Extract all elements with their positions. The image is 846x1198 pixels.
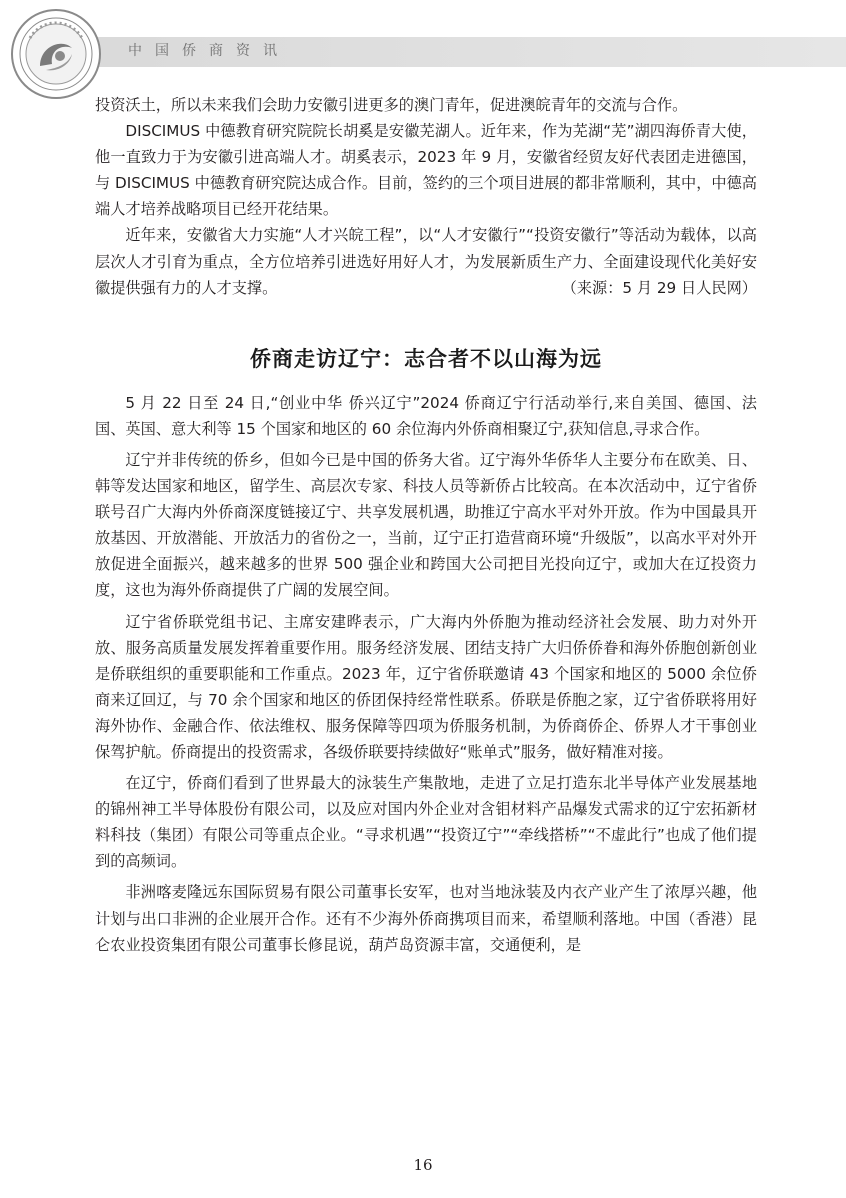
paragraph xyxy=(95,222,757,300)
source-citation: （来源：5 月 29 日人民网） xyxy=(561,278,757,297)
page-number: 16 xyxy=(413,1156,433,1174)
paragraph: 投资沃土，所以未来我们会助力安徽引进更多的澳门青年，促进澳皖青年的交流与合作。 xyxy=(95,96,688,114)
header-title: 中国侨商资讯 xyxy=(128,43,290,59)
page-header xyxy=(0,0,846,90)
paragraph: 非洲喀麦隆远东国际贸易有限公司董事长安军，也对当地泳装及内衣产业产生了浓厚兴趣，他计划与出口非洲的企业展开合作。还有不少海外侨商携项目而来，希望顺利落地。中国（香港）昆仑农业投资集团有限公司董事长修昆说，葫芦岛资源丰富，交通便利，是 xyxy=(95,883,757,954)
federation-logo-icon xyxy=(10,8,102,100)
article-title: 侨商走访辽宁：志合者不以山海为远 xyxy=(250,346,602,371)
page-content xyxy=(95,92,757,958)
paragraph: 在辽宁，侨商们看到了世界最大的泳装生产集散地，走进了立足打造东北半导体产业发展基地的锦州神工半导体股份有限公司，以及应对国内外企业对含钼材料产品爆发式需求的辽宁宏拓新材料科技（集团）有限公司等重点企业。“寻求机遇”“投资辽宁”“牵线搭桥”“不虚此行”也成了他们提到的高频词。 xyxy=(95,774,757,871)
paragraph: 辽宁省侨联党组书记、主席安建晔表示，广大海内外侨胞为推动经济社会发展、助力对外开放、服务高质量发展发挥着重要作用。服务经济发展、团结支持广大归侨侨眷和海外侨胞创新创业是侨联组织的重要职能和工作重点。2023 年，辽宁省侨联邀请 43 个国家和地区的 5000 余位侨商来辽回辽，与 70 余个国家和地区的侨团保持经常性联系。侨联是侨胞之家，辽宁省侨联将用好海外协作、金融合作、依法维权、服务保障等四项为侨服务机制，为侨商侨企、侨界人才干事创业保驾护航。侨商提出的投资需求，各级侨联要持续做好“账单式”服务，做好精准对接。 xyxy=(95,612,757,761)
paragraph: 5 月 22 日至 24 日,“创业中华 侨兴辽宁”2024 侨商辽宁行活动举行,来自美国、德国、法国、英国、意大利等 15 个国家和地区的 60 余位海内外侨商相聚辽宁,获知信息,寻求合作。 xyxy=(95,393,757,438)
paragraph-text: 近年来，安徽省大力实施“人才兴皖工程”，以“人才安徽行”“投资安徽行”等活动为载体，以高层次人才引育为重点，全方位培养引进选好用好人才，为发展新质生产力、全面建设现代化美好安徽提供强有力的人才支撑。 xyxy=(95,226,757,297)
paragraph: 辽宁并非传统的侨乡，但如今已是中国的侨务大省。辽宁海外华侨华人主要分布在欧美、日、韩等发达国家和地区，留学生、高层次专家、科技人员等新侨占比较高。在本次活动中，辽宁省侨联号召广大海内外侨商深度链接辽宁、共享发展机遇，助推辽宁高水平对外开放。作为中国最具开放基因、开放潜能、开放活力的省份之一，当前，辽宁正打造营商环境“升级版”，以高水平对外开放促进全面振兴，越来越多的世界 500 强企业和跨国大公司把目光投向辽宁，或加大在辽投资力度，这也为海外侨商提供了广阔的发展空间。 xyxy=(95,450,757,600)
paragraph: DISCIMUS 中德教育研究院院长胡奚是安徽芜湖人。近年来，作为芜湖“芜”湖四海侨青大使，他一直致力于为安徽引进高端人才。胡奚表示，2023 年 9 月，安徽省经贸友好代表团走进德国，与 DISCIMUS 中德教育研究院达成合作。目前，签约的三个项目进展的都非常顺利，其中，中德高端人才培养战略项目已经开花结果。 xyxy=(95,122,757,219)
